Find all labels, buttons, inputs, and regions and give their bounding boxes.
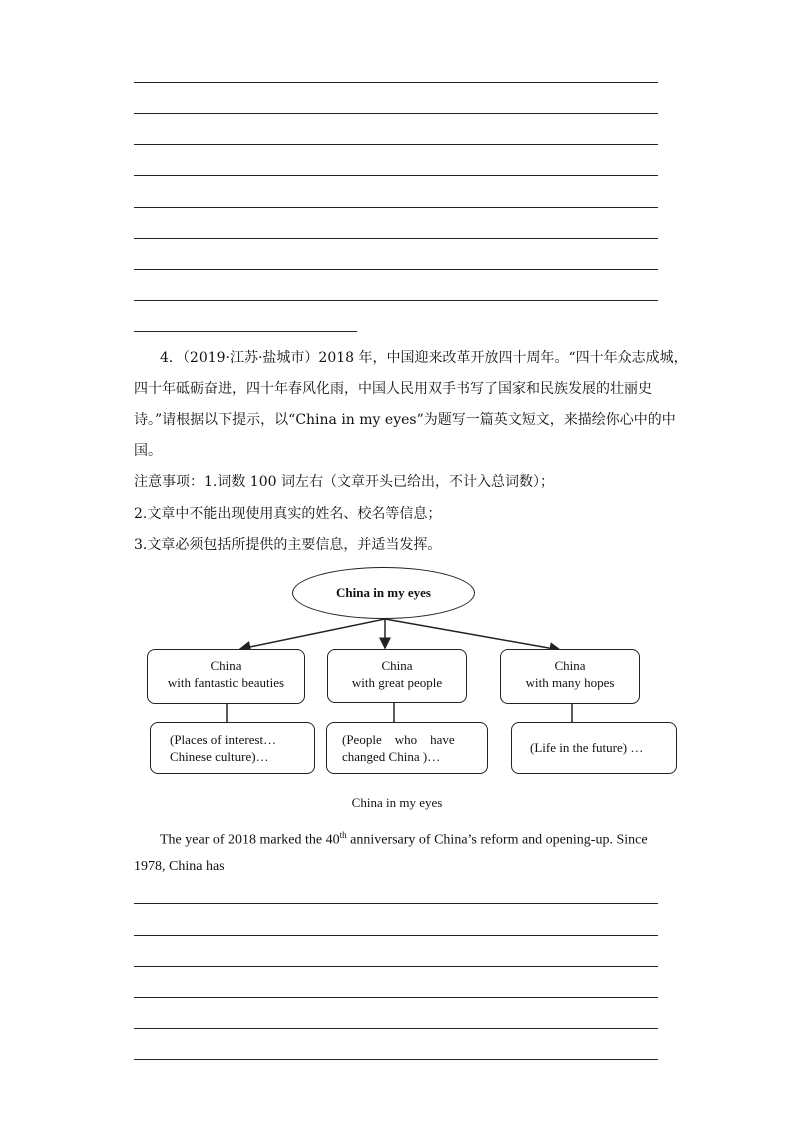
essay-title: China in my eyes [351, 795, 443, 810]
writing-line-short [134, 331, 357, 332]
question-line-2: 四十年砥砺奋进，四十年春风化雨，中国人民用双手书写了国家和民族发展的壮丽史 [134, 381, 652, 397]
writing-line [134, 113, 658, 114]
note-1: 注意事项：1.词数 100 词左右（文章开头已给出，不计入总词数）； [134, 474, 554, 490]
writing-line [134, 238, 658, 239]
writing-line [134, 269, 658, 270]
writing-line [134, 903, 658, 904]
detail-box-people: (People who have changed China )… [326, 722, 488, 774]
question-line-4: 国。 [134, 443, 162, 459]
arrow-right [385, 619, 560, 650]
branch-box-beauties: China with fantastic beauties [147, 649, 305, 704]
arrow-left [240, 619, 385, 649]
writing-line [134, 300, 658, 301]
writing-line [134, 1028, 658, 1029]
detail-box-hopes: (Life in the future) … [511, 722, 677, 774]
writing-line [134, 207, 658, 208]
branch-box-people: China with great people [327, 649, 467, 703]
writing-line [134, 1059, 658, 1060]
writing-line [134, 997, 658, 998]
branch-box-hopes: China with many hopes [500, 649, 640, 704]
question-line-1: 4．（2019·江苏·盐城市）2018 年，中国迎来改革开放四十周年。“四十年众志成城， [160, 350, 688, 366]
root-node: China in my eyes [292, 567, 475, 619]
essay-start-line-1: The year of 2018 marked the 40th anniversary of China’s reform and opening-up. Since [160, 830, 648, 848]
writing-line [134, 966, 658, 967]
writing-line [134, 144, 658, 145]
note-3: 3.文章必须包括所提供的主要信息，并适当发挥。 [134, 537, 442, 553]
note-2: 2.文章中不能出现使用真实的姓名、校名等信息； [134, 506, 442, 522]
writing-line [134, 935, 658, 936]
detail-box-beauties: (Places of interest… Chinese culture)… [150, 722, 315, 774]
question-line-3: 诗。”请根据以下提示，以“China in my eyes”为题写一篇英文短文，来描绘你心中的中 [134, 412, 676, 428]
essay-start-line-2: 1978, China has [134, 859, 225, 874]
mind-map-diagram [140, 562, 685, 787]
writing-line [134, 82, 658, 83]
writing-line [134, 175, 658, 176]
